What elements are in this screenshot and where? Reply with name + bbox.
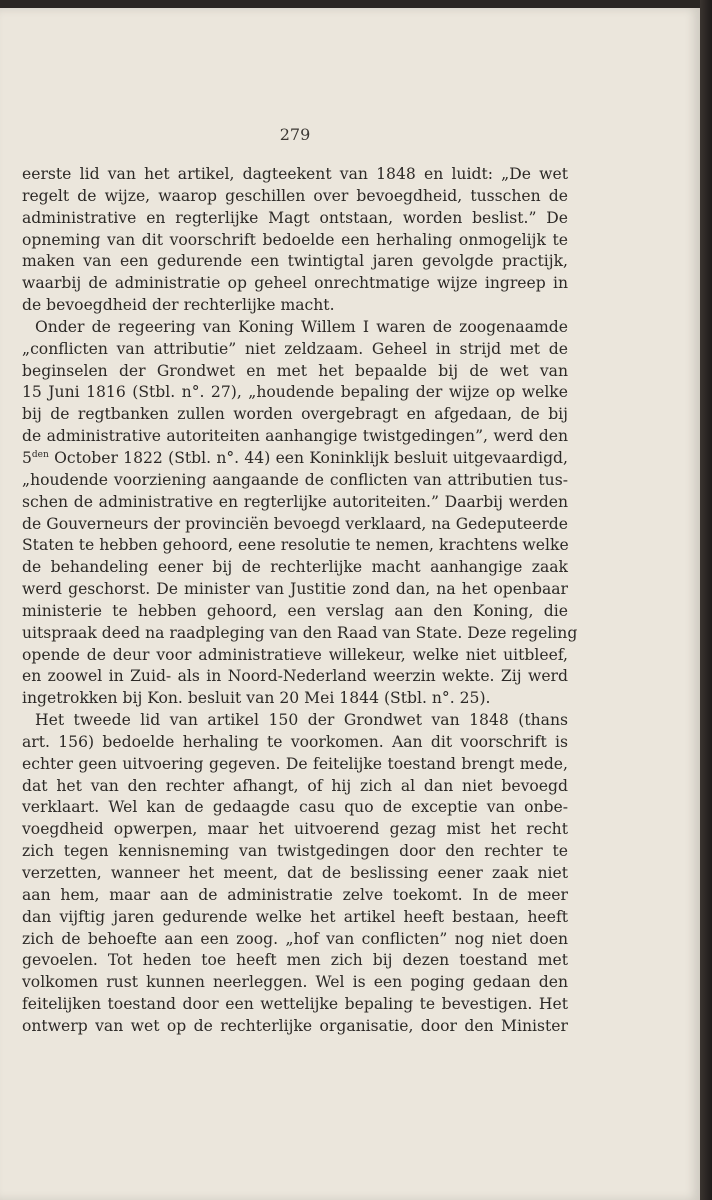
text-line bbox=[22, 448, 568, 470]
text-line: eerste lid van het artikel, dagteekent van 1848 en luidt: „De wet bbox=[22, 165, 568, 183]
text-line: opneming van dit voorschrift bedoelde een herhaling onmogelijk te bbox=[22, 230, 568, 249]
text-line: zich tegen kennisneming van twistgedingen door den rechter te bbox=[22, 842, 568, 861]
text-line: de bevoegdheid der rechterlijke macht. bbox=[22, 296, 335, 315]
text-line: de Gouverneurs der provinciën bevoegd verklaard, na Gedeputeerde bbox=[22, 514, 568, 533]
text-line: werd geschorst. De minister van Justitie zond dan, na het openbaar bbox=[22, 580, 568, 599]
text-line: en zoowel in Zuid- als in Noord-Nederland weerzin wekte. Zij werd bbox=[22, 667, 568, 686]
text-line: dan vijftig jaren gedurende welke het artikel heeft bestaan, heeft bbox=[22, 907, 568, 926]
text-line: ministerie te hebben gehoord, een verslag aan den Koning, die bbox=[22, 601, 568, 620]
text-line: art. 156) bedoelde herhaling te voorkomen. Aan dit voorschrift is bbox=[22, 732, 568, 751]
date-day-suffix: den bbox=[31, 449, 49, 460]
text-line: echter geen uitvoering gegeven. De feitelijke toestand brengt mede, bbox=[22, 754, 568, 773]
text-line: administrative en regterlijke Magt ontstaan, worden beslist.” De bbox=[22, 208, 568, 227]
text-line: verklaart. Wel kan de gedaagde casu quo de exceptie van onbe- bbox=[22, 798, 568, 817]
text-line: Staten te hebben gehoord, eene resolutie te nemen, krachtens welke bbox=[22, 536, 569, 555]
text-line: bij de regtbanken zullen worden overgebragt en afgedaan, de bij bbox=[22, 405, 568, 424]
text-line: „conflicten van attributie” niet zeldzaam. Geheel in strijd met de bbox=[22, 339, 568, 358]
date-day: 5 bbox=[22, 448, 32, 467]
page-edge bbox=[700, 0, 712, 1200]
text-line: Onder de regeering van Koning Willem I waren de zoogenaamde bbox=[35, 317, 568, 336]
text-line: maken van een gedurende een twintigtal jaren gevolgde practijk, bbox=[22, 252, 568, 271]
text-line: gevoelen. Tot heden toe heeft men zich bij dezen toestand met bbox=[22, 951, 568, 970]
text-line: ontwerp van wet op de rechterlijke organisatie, door den Minister bbox=[22, 1016, 568, 1035]
page-number: 279 bbox=[279, 125, 311, 144]
body-text bbox=[22, 164, 578, 1038]
line-text: October 1822 (Stbl. n°. 44) een Koninklijk besluit uitgevaardigd, bbox=[54, 448, 568, 467]
text-line: feitelijken toestand door een wettelijke bepaling te bevestigen. Het bbox=[22, 995, 568, 1014]
text-line: verzetten, wanneer het meent, dat de beslissing eener zaak niet bbox=[22, 864, 568, 882]
text-line: aan hem, maar aan de administratie zelve toekomt. In de meer bbox=[22, 885, 568, 904]
text-line: de administrative autoriteiten aanhangige twistgedingen”, werd den bbox=[22, 427, 568, 446]
text-line: 15 Juni 1816 (Stbl. n°. 27), „houdende bepaling der wijze op welke bbox=[22, 383, 568, 402]
text-line: ingetrokken bij Kon. besluit van 20 Mei 1844 (Stbl. n°. 25). bbox=[22, 689, 491, 708]
text-line: opende de deur voor administratieve willekeur, welke niet uitbleef, bbox=[22, 645, 568, 664]
text-line: de behandeling eener bij de rechterlijke macht aanhangige zaak bbox=[22, 558, 568, 577]
text-line: dat het van den rechter afhangt, of hij zich al dan niet bevoegd bbox=[22, 776, 568, 795]
text-line: Het tweede lid van artikel 150 der Grondwet van 1848 (thans bbox=[35, 711, 568, 730]
text-line: beginselen der Grondwet en met het bepaalde bij de wet van bbox=[22, 361, 568, 380]
text-line: uitspraak deed na raadpleging van den Raad van State. Deze regeling bbox=[22, 623, 578, 642]
text-line: „houdende voorziening aangaande de conflicten van attributien tus- bbox=[22, 470, 568, 489]
text-line: voegdheid opwerpen, maar het uitvoerend gezag mist het recht bbox=[22, 820, 568, 839]
text-line: zich de behoefte aan een zoog. „hof van conflicten” nog niet doen bbox=[22, 929, 568, 948]
text-line: schen de administrative en regterlijke autoriteiten.” Daarbij werden bbox=[22, 492, 568, 511]
text-line: volkomen rust kunnen neerleggen. Wel is een poging gedaan den bbox=[22, 973, 568, 992]
text-line: regelt de wijze, waarop geschillen over bevoegdheid, tusschen de bbox=[22, 186, 568, 205]
text-line: waarbij de administratie op geheel onrechtmatige wijze ingreep in bbox=[22, 274, 568, 293]
book-page bbox=[0, 8, 700, 1200]
